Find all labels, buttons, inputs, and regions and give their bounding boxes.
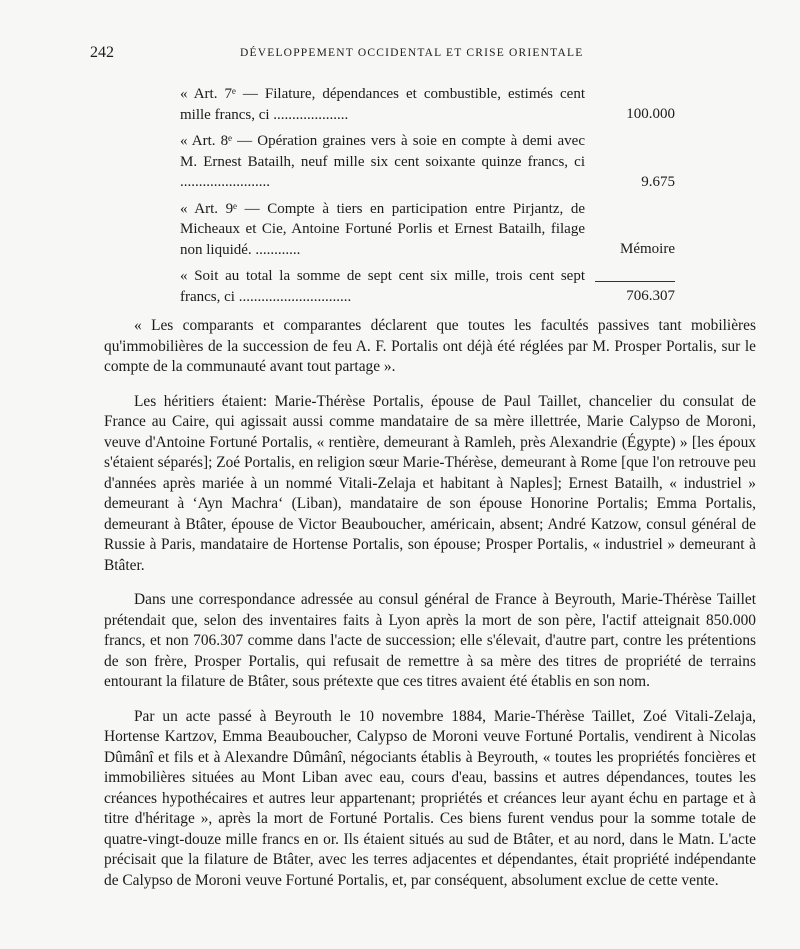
article-total	[180, 266, 675, 307]
article-amount: Mémoire	[620, 241, 675, 257]
page-header	[90, 44, 730, 66]
article-text: « Art. 7ᵉ — Filature, dépendances et combustible, estimés cent mille francs, ci ....................	[180, 86, 585, 123]
running-title: DÉVELOPPEMENT OCCIDENTAL ET CRISE ORIENTALE	[240, 47, 584, 59]
body-text	[104, 316, 756, 905]
article-amount: 100.000	[626, 106, 675, 122]
article-text: « Art. 8ᵉ — Opération graines vers à soie en compte à demi avec M. Ernest Batailh, neuf mille six cent soixante quinze francs, ci ........................	[180, 133, 585, 190]
article-7	[180, 84, 675, 125]
article-text: « Art. 9ᵉ — Compte à tiers en participation entre Pirjantz, de Micheaux et Cie, Antoine Fortuné Porlis et Ernest Batailh, filage non liquidé. ............	[180, 200, 585, 258]
article-8	[180, 131, 675, 193]
article-text: « Soit au total la somme de sept cent six mille, trois cent sept francs, ci ..............................	[180, 268, 585, 305]
total-amount: 706.307	[595, 281, 675, 306]
paragraph-sale-act: Par un acte passé à Beyrouth le 10 novembre 1884, Marie-Thérèse Taillet, Zoé Vitali-Zelaja, Hortense Kartzov, Emma Beauboucher, Calypso de Moroni veuve Fortuné Portalis, vendirent à Nicolas Dûmânî et fils et à Alexandre Dûmânî, négociants établis à Beyrouth, « toutes les propriétés foncières et immobilières situées au Mont Liban avec eau, cours d'eau, bassins et autres dépendances, toutes les créances hypothécaires et autres leur appartenant; propriétés et créances leur ayant échu en partage et à titre d'héritage », après la mort de Fortuné Portalis. Ces biens furent vendus pour la somme totale de quatre-vingt-douze mille francs en or. Ils étaient situés au sud de Btâter, et au nord, dans le Matn. L'acte précisait que la filature de Btâter, avec les terres adjacentes et dépendantes, était propriété indépendante de Calypso de Moroni veuve Fortuné Portalis, et, par conséquent, absolument exclue de cette vente.	[104, 707, 756, 889]
article-9	[180, 199, 675, 261]
inventory-articles	[180, 84, 675, 313]
article-amount: 9.675	[641, 173, 675, 190]
page-number: 242	[90, 44, 114, 61]
paragraph-passive-faculties: « Les comparants et comparantes déclarent que toutes les facultés passives tant mobilières qu'immobilières de la succession de feu A. F. Portalis ont déjà été réglées par M. Prosper Portalis, sur le compte de la communauté avant tout partage ».	[104, 317, 756, 375]
paragraph-correspondence: Dans une correspondance adressée au consul général de France à Beyrouth, Marie-Thérèse Taillet prétendait que, selon des inventaires faits à Lyon après la mort de son père, l'actif atteignait 850.000 francs, et non 706.307 comme dans l'acte de succession; elle s'élevait, d'autre part, contre les prétentions de son frère, Prosper Portalis, qui refusait de remettre à sa mère des titres de propriété de terrains entourant la filature de Btâter, sous prétexte que ces titres avaient été établis en son nom.	[104, 591, 756, 690]
paragraph-heirs: Les héritiers étaient: Marie-Thérèse Portalis, épouse de Paul Taillet, chancelier du consulat de France au Caire, qui agissait aussi comme mandataire de sa mère illettrée, Marie Calypso de Moroni, veuve d'Antoine Fortuné Portalis, « rentière, demeurant à Ramleh, près Alexandrie (Égypte) » [les époux s'étaient séparés]; Zoé Portalis, en religion sœur Marie-Thérèse, demeurant à Rome [que l'on retrouve peu d'années après mariée à un nommé Vitali-Zelaja et habitant à Naples]; Ernest Batailh, « industriel » demeurant à ‘Ayn Machra‘ (Liban), mandataire de son épouse Honorine Portalis; Emma Portalis, demeurant à Btâter, épouse de Victor Beauboucher, américain, absent; André Katzow, consul général de Russie à Paris, mandataire de Hortense Portalis, son épouse; Prosper Portalis, « industriel » demeurant à Btâter.	[104, 392, 756, 574]
